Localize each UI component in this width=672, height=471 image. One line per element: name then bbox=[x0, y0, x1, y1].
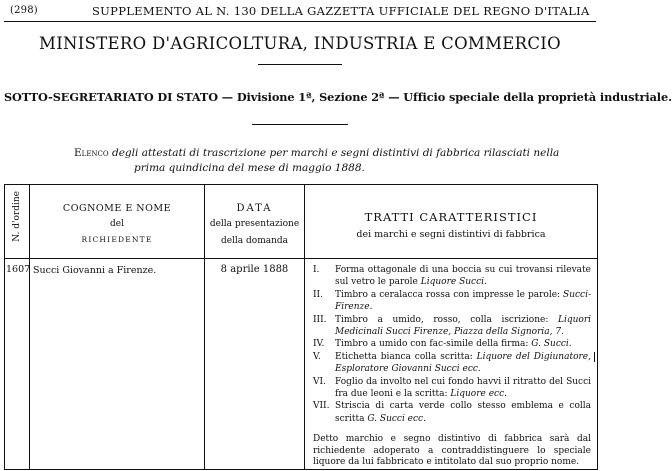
header-applicant-line3: RICHIEDENTE bbox=[81, 235, 153, 244]
trait-number: VII. bbox=[313, 401, 330, 412]
trait-emphasis: G. Succi. bbox=[531, 339, 572, 350]
trait-text: Timbro a umido con fac-simile della firma: G. Succi. bbox=[335, 339, 572, 350]
trait-emphasis: G. Succi ecc. bbox=[367, 413, 426, 424]
ministry-rule bbox=[258, 64, 342, 65]
trait-emphasis: Liquore Succi. bbox=[420, 277, 487, 288]
row-date: 8 aprile 1888 bbox=[205, 259, 305, 470]
register-table bbox=[4, 184, 598, 470]
header-traits-line2: dei marchi e segni distintivi di fabbrica bbox=[356, 229, 546, 240]
header-traits-line1: TRATTI CARATTERISTICI bbox=[364, 210, 538, 224]
department-heading: SOTTO-SEGRETARIATO DI STATO — Divisione 1ª, Sezione 2ª — Ufficio speciale della proprietà industriale. bbox=[4, 90, 672, 104]
margin-mark bbox=[594, 352, 595, 362]
ministry-title: MINISTERO D'AGRICOLTURA, INDUSTRIA E COMMERCIO bbox=[39, 34, 561, 53]
list-item bbox=[313, 376, 591, 401]
intro-line1: degli attestati di trascrizione per marchi e segni distintivi di fabbrica rilasciati nella bbox=[108, 147, 560, 159]
intro-line2: prima quindicina del mese di maggio 1888. bbox=[134, 162, 365, 174]
row-traits bbox=[305, 259, 598, 470]
header-traits bbox=[305, 185, 598, 259]
trait-number: VI. bbox=[313, 376, 326, 387]
trait-emphasis: Liquore del Digiunatore, Esploratore Giovanni Succi ecc. bbox=[335, 351, 591, 375]
header-date-line1: DATA bbox=[236, 203, 273, 214]
header-rule bbox=[4, 21, 596, 22]
table-header-row bbox=[5, 185, 598, 259]
page-number: (298) bbox=[10, 5, 38, 16]
trait-number: V. bbox=[313, 351, 321, 362]
list-item bbox=[313, 351, 591, 376]
trait-text: Forma ottagonale di una boccia su cui trovansi rilevate sul vetro le parole Liquore Succi. bbox=[335, 265, 591, 288]
trait-number: II. bbox=[313, 289, 323, 300]
row-number: 1607 bbox=[5, 259, 30, 470]
header-applicant-line1: COGNOME E NOME bbox=[62, 203, 172, 214]
header-date-line2: della presentazione bbox=[209, 219, 300, 229]
row-note: Detto marchio e segno distintivo di fabbrica sarà dal richiedente adoperato a contraddistinguere lo speciale liquore da lui fabbricato e intitolato dal suo proprio nome. bbox=[313, 434, 591, 468]
trait-emphasis: Liquore ecc. bbox=[450, 389, 507, 400]
header-number bbox=[5, 185, 30, 259]
table-row bbox=[5, 259, 598, 470]
intro-text bbox=[74, 146, 559, 176]
trait-text: Foglio da involto nel cui fondo havvi il ritratto del Succi fra due leoni e la scritta: Liquore ecc. bbox=[335, 376, 591, 400]
trait-list bbox=[313, 264, 591, 425]
trait-number: I. bbox=[313, 265, 320, 275]
gazette-header-title: SUPPLEMENTO AL N. 130 DELLA GAZZETTA UFFICIALE DEL REGNO D'ITALIA bbox=[92, 4, 590, 18]
trait-emphasis: Succi-Firenze. bbox=[335, 289, 591, 313]
header-number-label: N. d'ordine bbox=[12, 191, 22, 242]
header-applicant bbox=[30, 185, 205, 259]
trait-text: Timbro a umido, rosso, colla iscrizione: Liquori Medicinali Succi Firenze, Piazza della Signoria, 7. bbox=[335, 314, 591, 338]
header-applicant-line2: del bbox=[110, 219, 124, 229]
list-item bbox=[313, 314, 591, 339]
trait-number: IV. bbox=[313, 339, 325, 350]
list-item bbox=[313, 400, 591, 425]
trait-text: Etichetta bianca colla scritta: Liquore del Digiunatore, Esploratore Giovanni Succi ecc. bbox=[335, 351, 591, 375]
department-rule bbox=[252, 124, 348, 125]
trait-emphasis: Liquori Medicinali Succi Firenze, Piazza della Signoria, 7. bbox=[335, 314, 591, 338]
header-date bbox=[205, 185, 305, 259]
list-item bbox=[313, 289, 591, 314]
intro-lead: Elenco bbox=[74, 147, 109, 159]
list-item bbox=[313, 264, 591, 289]
trait-text: Timbro a ceralacca rossa con impresse le parole: Succi-Firenze. bbox=[335, 289, 591, 313]
list-item bbox=[313, 338, 591, 350]
trait-text: Striscia di carta verde collo stesso emblema e colla scritta G. Succi ecc. bbox=[335, 401, 591, 424]
header-date-line3: della domanda bbox=[220, 236, 289, 246]
row-applicant: Succi Giovanni a Firenze. bbox=[30, 259, 205, 470]
trait-number: III. bbox=[313, 314, 327, 325]
